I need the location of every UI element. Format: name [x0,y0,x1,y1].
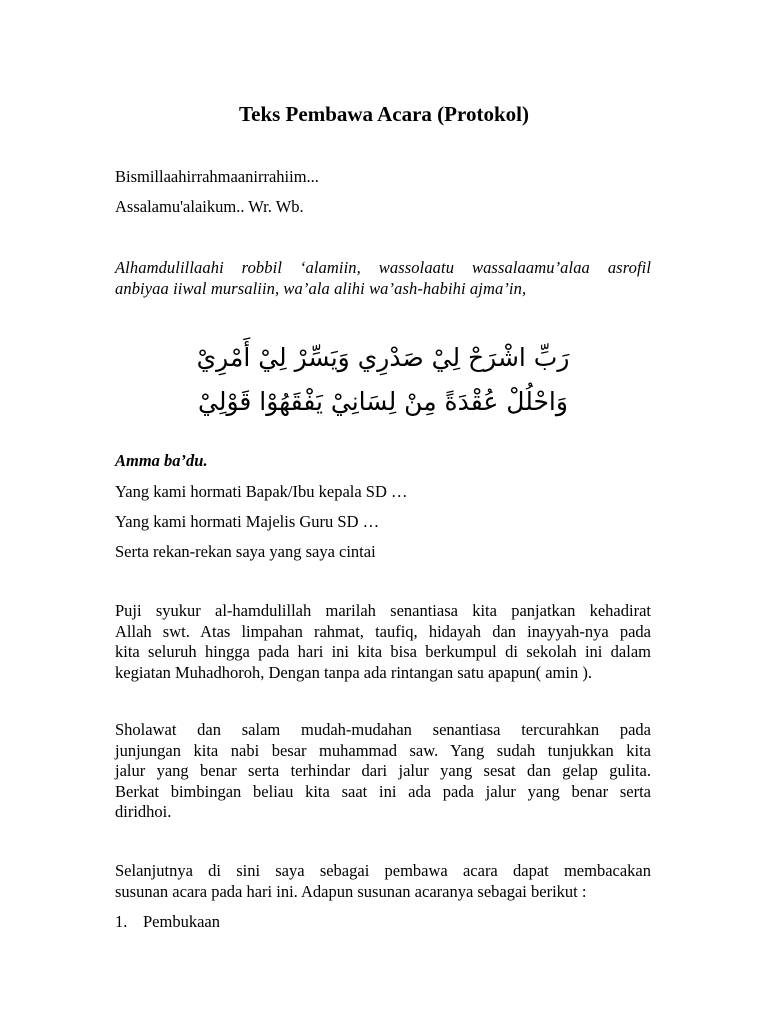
praise-paragraph [115,258,651,299]
paragraph-line: Berkat bimbingan beliau kita saat ini ada pada jalur yang benar serta [115,781,651,801]
praise-line: anbiyaa iiwal mursaliin, wa’ala alihi wa’ash-habihi ajma’in, [115,278,527,298]
greeting-line: Serta rekan-rekan saya yang saya cintai [115,542,376,561]
document-title: Teks Pembawa Acara (Protokol) [239,102,529,126]
bismillah-line: Bismillaahirrahmaanirrahiim... [115,167,319,186]
arabic-line: وَاحْلُلْ عُقْدَةً مِنْ لِسَانِيْ يَفْقَهُوْا قَوْلِيْ [198,387,568,416]
greeting-line: Yang kami hormati Bapak/Ibu kepala SD … [115,482,408,501]
paragraph-line: jalur yang benar serta terhindar dari jalur yang sesat dan gelap gulita. [115,761,651,780]
amma-heading: Amma ba’du. [115,451,208,470]
arabic-line: رَبِّ اشْرَحْ لِيْ صَدْرِي وَيَسِّرْ لِيْ أَمْرِيْ [196,343,570,372]
paragraph-line: kegiatan Muhadhoroh, Dengan tanpa ada rintangan satu apapun( amin ). [115,662,592,682]
praise-line: Alhamdulillaahi robbil ‘alamiin, wassolaatu wassalaamu’alaa asrofil [115,258,651,277]
arabic-prayer [115,336,651,424]
paragraph-line: Selanjutnya di sini saya sebagai pembawa acara dapat membacakan [115,861,651,880]
paragraph-line: susunan acara pada hari ini. Adapun susunan acaranya sebagai berikut : [115,881,587,901]
paragraph-agenda-intro [115,861,651,902]
greeting-line: Yang kami hormati Majelis Guru SD … [115,512,380,531]
paragraph-line: Sholawat dan salam mudah-mudahan senantiasa tercurahkan pada [115,720,651,739]
agenda-item-number: 1. [115,912,128,931]
paragraph-line: Allah swt. Atas limpahan rahmat, taufiq, hidayah dan inayyah-nya pada [115,621,651,641]
paragraph-line: Puji syukur al-hamdulillah marilah senantiasa kita panjatkan kehadirat [115,601,651,620]
paragraph-line: junjungan kita nabi besar muhammad saw. Yang sudah tunjukkan kita [115,740,651,760]
agenda-item [115,911,220,933]
salam-line: Assalamu'alaikum.. Wr. Wb. [115,197,304,216]
paragraph-line: diridhoi. [115,802,172,821]
paragraph-praise [115,601,651,683]
agenda-item-label: Pembukaan [143,912,220,931]
paragraph-sholawat [115,720,651,823]
paragraph-line: kita seluruh hingga pada hari ini kita bisa berkumpul di sekolah ini dalam [115,642,651,661]
